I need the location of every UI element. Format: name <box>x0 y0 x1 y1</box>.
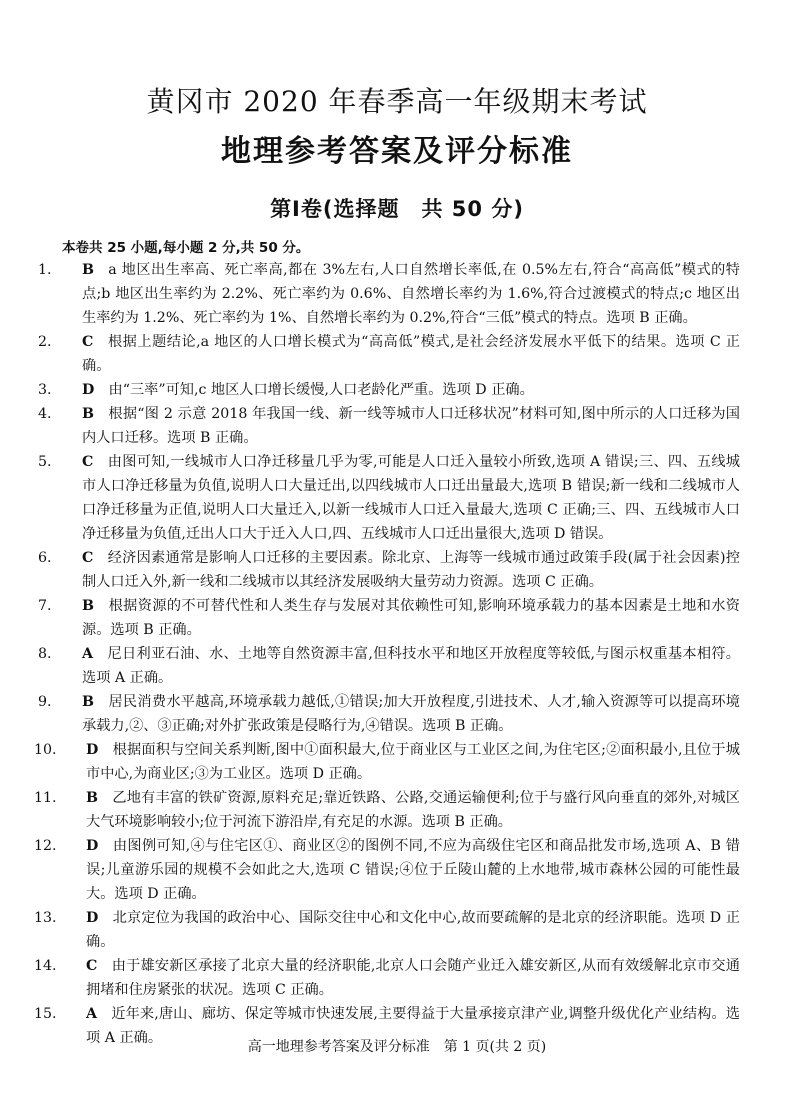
answer-explanation: 根据上题结论,a 地区的人口增长模式为“高高低”模式,是社会经济发展水平低下的结果。选项 C 正确。 <box>82 334 740 374</box>
answer-item <box>38 642 740 690</box>
answer-item <box>38 402 740 450</box>
answer-item <box>38 450 740 546</box>
answer-item <box>38 378 740 402</box>
answer-item <box>34 954 740 1002</box>
answer-list <box>34 258 740 1050</box>
answer-item <box>34 834 740 906</box>
answer-explanation: a 地区出生率高、死亡率高,都在 3%左右,人口自然增长率低,在 0.5%左右,符合“高高低”模式的特点;b 地区出生率约为 2.2%、死亡率约为 0.6%、自然增长率约为 1.6%,符合过渡模式的特点;c 地区出生率约为 1.2%、死亡率约为 1%、自然增长率约为 0.2%,符合“三低”模式的特点。选项 B 正确。 <box>82 262 740 326</box>
question-number: 8. <box>38 646 52 662</box>
answer-letter: C <box>82 454 94 470</box>
answer-explanation: 由图例可知,④与住宅区①、商业区②的图例不同,不应为高级住宅区和商品批发市场,选项 A、B 错误;儿童游乐园的规模不会如此之大,选项 C 错误;④位于丘陵山麓的上水地带,城市森林公园的可能性最大。选项 D 正确。 <box>86 838 740 902</box>
answer-item <box>38 690 740 738</box>
answer-explanation: 近年来,唐山、廊坊、保定等城市快速发展,主要得益于大量承接京津产业,调整升级优化产业结构。选项 A 正确。 <box>86 1006 740 1046</box>
answer-letter: D <box>82 382 95 398</box>
section-title: 第Ⅰ卷(选择题 共 50 分) <box>270 197 524 221</box>
answer-item <box>34 738 740 786</box>
answer-explanation: 由图可知,一线城市人口净迁移量几乎为零,可能是人口迁入量较小所致,选项 A 错误;三、四、五线城市人口净迁移量为负值,说明人口大量迁出,以四线城市人口迁出量最大,选项 B 错误;新一线和二线城市人口净迁移量为正值,说明人口大量迁入,以新一线城市人口迁入量最大,选项 C 正确;三、四、五线城市人口净迁移量为负值,迁出人口大于迁入人口,四、五线城市人口迁出量很大,选项 D 错误。 <box>82 454 740 542</box>
answer-letter: D <box>86 742 99 758</box>
question-number: 2. <box>38 334 52 350</box>
answer-explanation: 由于雄安新区承接了北京大量的经济职能,北京人口会随产业迁入雄安新区,从而有效缓解北京市交通拥堵和住房紧张的状况。选项 C 正确。 <box>86 958 740 998</box>
page-footer: 高一地理参考答案及评分标准 第 1 页(共 2 页) <box>247 1039 547 1055</box>
answer-explanation: 北京定位为我国的政治中心、国际交往中心和文化中心,故而要疏解的是北京的经济职能。选项 D 正确。 <box>86 910 740 950</box>
answer-letter: D <box>86 910 99 926</box>
answer-letter: A <box>82 646 94 662</box>
answer-item <box>34 786 740 834</box>
question-number: 5. <box>38 454 52 470</box>
answer-explanation: 尼日利亚石油、水、土地等自然资源丰富,但科技水平和地区开放程度等较低,与图示权重基本相符。选项 A 正确。 <box>82 646 740 686</box>
question-number: 7. <box>38 598 52 614</box>
answer-item <box>38 258 740 330</box>
question-number: 13. <box>34 910 57 926</box>
answer-explanation: 根据面积与空间关系判断,图中①面积最大,位于商业区与工业区之间,为住宅区;②面积最小,且位于城市中心,为商业区;③为工业区。选项 D 正确。 <box>86 742 740 782</box>
answer-letter: B <box>82 262 94 278</box>
answer-explanation: 根据资源的不可替代性和人类生存与发展对其依赖性可知,影响环境承载力的基本因素是土地和水资源。选项 B 正确。 <box>82 598 740 638</box>
answer-letter: B <box>86 790 98 806</box>
question-number: 4. <box>38 406 52 422</box>
answer-letter: C <box>82 550 94 566</box>
answer-letter: B <box>82 694 94 710</box>
section-intro: 本卷共 25 小题,每小题 2 分,共 50 分。 <box>62 240 310 256</box>
question-number: 14. <box>34 958 57 974</box>
answer-explanation: 经济因素通常是影响人口迁移的主要因素。除北京、上海等一线城市通过政策手段(属于社会因素)控制人口迁入外,新一线和二线城市以其经济发展吸纳大量劳动力资源。选项 C 正确。 <box>82 550 740 590</box>
question-number: 9. <box>38 694 52 710</box>
question-number: 10. <box>34 742 57 758</box>
answer-explanation: 根据“图 2 示意 2018 年我国一线、新一线等城市人口迁移状况”材料可知,图中所示的人口迁移为国内人口迁移。选项 B 正确。 <box>82 406 740 446</box>
answer-item <box>38 546 740 594</box>
answer-letter: D <box>86 838 99 854</box>
question-number: 3. <box>38 382 52 398</box>
question-number: 6. <box>38 550 52 566</box>
answer-item <box>38 594 740 642</box>
question-number: 1. <box>38 262 52 278</box>
answer-item <box>34 906 740 954</box>
answer-letter: B <box>82 406 94 422</box>
document-title: 地理参考答案及评分标准 <box>221 134 573 169</box>
answer-letter: B <box>82 598 94 614</box>
answer-item <box>38 330 740 378</box>
answer-letter: A <box>86 1006 98 1022</box>
question-number: 15. <box>34 1006 57 1022</box>
answer-explanation: 乙地有丰富的铁矿资源,原料充足;靠近铁路、公路,交通运输便利;位于与盛行风向垂直的郊外,对城区大气环境影响较小;位于河流下游沿岸,有充足的水源。选项 B 正确。 <box>86 790 740 830</box>
question-number: 11. <box>34 790 57 806</box>
exam-title: 黄冈市 2020 年春季高一年级期末考试 <box>146 85 648 118</box>
answer-letter: C <box>82 334 94 350</box>
answer-explanation: 由“三率”可知,c 地区人口增长缓慢,人口老龄化严重。选项 D 正确。 <box>108 382 534 398</box>
question-number: 12. <box>34 838 57 854</box>
answer-letter: C <box>86 958 98 974</box>
answer-explanation: 居民消费水平越高,环境承载力越低,①错误;加大开放程度,引进技术、人才,输入资源等可以提高环境承载力,②、③正确;对外扩张政策是侵略行为,④错误。选项 B 正确。 <box>82 694 740 734</box>
